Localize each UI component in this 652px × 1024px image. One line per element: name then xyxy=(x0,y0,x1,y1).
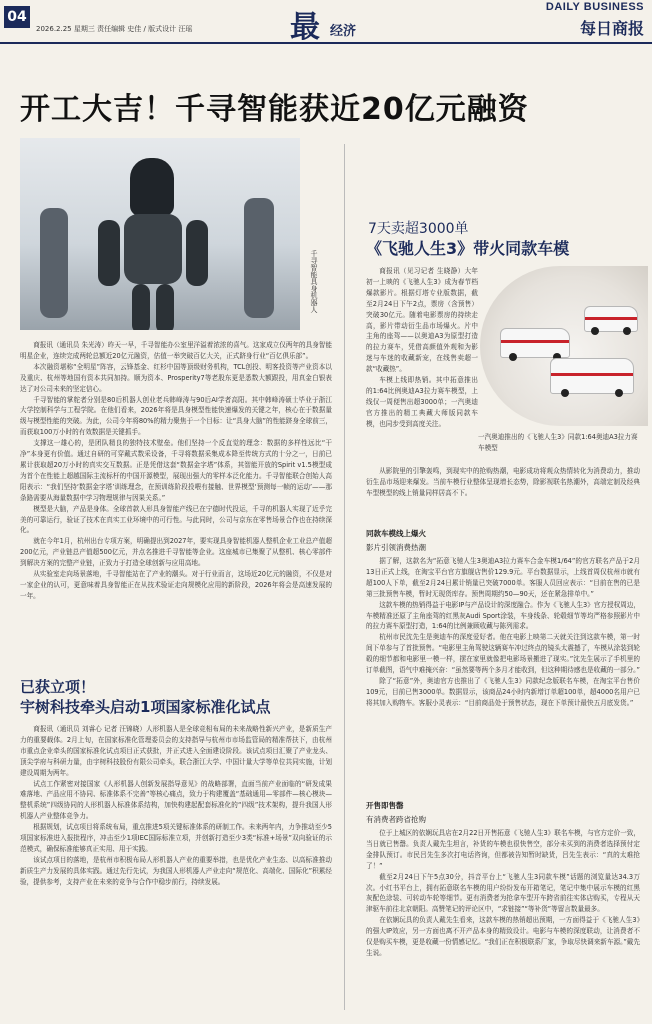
article-paragraph: 这款车模的热销得益于电影IP与产品设计的深度融合。作为《飞驰人生3》官方授权周边，车模精准还原了主角座驾的红黑灰Audi Sport涂装，车身线条、轮毂细节等均严格参照影片中的拉力赛车原型打造，1:64的比例兼顾收藏与陈列需求。 xyxy=(366,600,640,631)
sub-article-headline: 宇树科技牵头启动1项国家标准化试点 xyxy=(20,698,271,716)
subhead-1: 同款车模线上爆火 xyxy=(366,529,426,538)
article-paragraph: 支撑这一雄心的，是团队精良的独特技术壁垒。他们坚持一个反直觉的理念：数据的多样性远比“干净”本身更有价值。通过自研的可穿戴式数采设备，千寻将数据采集成本降至传统方式的十分之一，日前已累计获取超20万小时的真实交互数据。正是凭借这套“数据金字塔”体系，其智能开放的Spirit v1.5模型成为首个在性能上超越国际主流标杆的中国开源模型，展现出强大的零样本泛化能力。千寻智能联合创始人高阳表示：“我们坚持‘数据金字塔’训练理念，在预训练阶段投喂有接触、世界模型‘预测每一帧的运动’——那条路需要从海量数据中学习物理规律与因果关系。” xyxy=(20,439,332,502)
article-paragraph: 杭州市民沈先生是奥迪车的深度爱好者。他在电影上映第二天就关注到这款车模，第一时间下单参与了首批预售。“电影里主角驾驶这辆赛车冲过终点的镜头太震撼了，车模从涂装到轮毂的细节都和电影里一模一样，摆在家里就像把电影场景搬进了现实。”沈先生展示了手机里的订单截图，语气中难掩兴奋：“虽然要等两个多月才能收到，但这种期待感也是收藏的一部分。” xyxy=(366,633,640,675)
brand-chinese: 每日商报 xyxy=(579,19,644,38)
car-photo-caption: 一汽奥迪推出的《飞驰人生3》同款1:64奥迪A3拉力赛车模型 xyxy=(478,433,638,452)
sub-article-kicker: 已获立项！ xyxy=(20,678,96,696)
article-paragraph: 就在今年1月，杭州出台专项方案，明确提出到2027年，要实现具身智能机器人整机企业工业总产值超200亿元，产业链总产值超500亿元，并点名推进千寻智能等企业。这座城市已集聚了从整机、核心零部件到解决方案的完整产业链，正致力于打造全球创新与应用高地。 xyxy=(20,537,332,568)
subhead-2-sub: 有消费者跨省抢购 xyxy=(366,815,426,824)
article-paragraph: 本次融资堪称“全明星”阵容，云锋基金、红杉中国等顶级财务机构，TCL创投、明客投资等产业资本以及重庆、杭州等地国有资本共同加持。顺为资本、Prosperity7等老股东更是悉数大额跟投，用真金白银表达了对公司未来的坚定信心。 xyxy=(20,362,332,393)
right-article-middle xyxy=(366,466,640,522)
photo-caption: 千寻智能具身机器人 xyxy=(310,250,318,313)
article-paragraph: 位于上城区的依娴玩具店在2月22日开售拓意《飞驰人生3》联名车模，与官方定价一致，当日就已售罄。负责人戴先生坦言，补货的车模也很快售空，部分未买到的消费者选择预付定金排队预订。市民吕先生多次打电话咨询，但都被告知暂时缺货，吕先生表示：“真的太难抢了！” xyxy=(366,829,640,870)
article-paragraph: 截至2月24日下午5点30分，抖音平台上“飞驰人生3同款车模”话题的浏览量达34.3万次。小红书平台上，拥有拓意联名车模的用户纷纷发布开箱笔记，笔记中集中展示车模的红黑灰配色涂装、可转动车轮等细节。更有消费者为抢拿车型开车跨省前往实体店购买，专程从天津驱车前往北京朝阳。高赞笔记的评论区中，“求链接”“等补货”等留言数量最多。 xyxy=(366,872,640,914)
brand-english: DAILY BUSINESS xyxy=(545,1,644,13)
right-article-section-2 xyxy=(366,828,640,1014)
article-paragraph: 除了“拓意”外，奥迪官方也推出了《飞驰人生3》同款纪念版联名车模，在淘宝平台售价109元，目前已售3000单。数据显示，该商品24小时内新增订单超100单，超4000名用户已将其加入购物车。客服小灵表示：“目前商品处于预售状态，现在下单预计最快五月底发货。” xyxy=(366,676,640,707)
date-editor-line: 2026.2.25 星期三 责任编辑 史佳 / 版式设计 汪瑶 xyxy=(36,25,193,33)
article-paragraph: 据了解，这款名为“拓意飞驰人生3奥迪A3拉力赛车合金车模1/64”的官方联名产品于2月13日正式上线，在淘宝平台官方旗舰店售价129.9元。平台数据显示，上线首周仅杭州市就有超100人下单，截至2月24日累计销量已突破7000单。客服人员回应表示：“目前在售的已是第三批预售车模，暂时无现货库存。预售周期约50—90天，还在紧急排单中。” xyxy=(366,557,640,598)
robot-photo xyxy=(20,138,300,330)
main-headline: 开工大吉！千寻智能获近20亿元融资 xyxy=(20,92,529,127)
masthead xyxy=(0,0,652,44)
sub-article-body xyxy=(20,724,332,1018)
article-paragraph: 商报讯（通讯员 刘睿心 记者 汪锦晓）人形机器人是全球竞相布局的未来战略性新兴产业，是新质生产力的重要载体。2月上旬，在国家标准化管理委员会的支持指导与杭州市市场监管局的精准帮扶下，由杭州市重点企业牵头的国家标准化试点项目正式获批，并正式进入全面建设阶段。该试点项目汇聚了产业龙头、顶尖学府与科研力量，由宇树科技股份有限公司牵头，联合浙江大学、中国计量大学等单位共同实施，计划建设周期为两年。 xyxy=(20,725,332,777)
article-paragraph: 试点工作紧密对接国家《人形机器人创新发展指导意见》的战略部署，直面当前产业面临的“研发成果难落地、产品应用不协同、标准体系不完善”等核心痛点，致力于构建覆盖“基础通用—零部件—核心模块—整机系统”四级协同的人形机器人标准体系结构，加快构建起配套标准化的“四级”技术架构，提升我国人形机器人产业整体竞争力。 xyxy=(20,779,332,821)
section-big-char: 最 xyxy=(290,10,320,45)
article-paragraph: 千寻智能的掌舵者分别是80后机器人创业老兵韩峰涛与90后AI学者高阳。其中韩峰涛硕士毕业于浙江大学控制科学与工程学院。在他们看来，2026年将是具身模型性能快速爆发的关键之年，核心在于数据量级与模型性能的突破。为此，公司今年将80%的精力聚焦于一个目标：让“具身大脑”的性能跻身全球前三，而获取100万小时的有效数据是关键抓手。 xyxy=(20,395,332,437)
article-paragraph: 从实验室走向场景落地，千寻智能站在了产业的潮头。对于行业而言，这场近20亿元的融资，不仅是对一家企业的认可，更意味着具身智能正在从技术验证走向规模化应用的新阶段，2026年将会是高速发展的一年。 xyxy=(20,570,332,600)
subhead-2: 开售即售罄 xyxy=(366,801,404,810)
article-paragraph: 商报讯（通讯员 朱光涛）昨天一早，千寻智能办公室里洋溢着浓浓的喜气。这家成立仅两年的具身智能明星企业，连续完成两轮总额近20亿元融资，估值一举突破百亿大关，正式跻身行业“百亿俱乐部”。 xyxy=(20,341,332,360)
right-article-headline: 《飞驰人生3》带火同款车模 xyxy=(366,239,570,258)
article-paragraph: 在依娴玩具的负责人戴先生看来，这款车模的热销超出预期，一方面得益于《飞驰人生3》的强大IP效应，另一方面也离不开产品本身的精致设计。电影与车模的深度联动，让消费者不仅是购买车模，更是收藏一份情感记忆。“我们正在积极联系厂家，争取尽快调来新车源。”戴先生说。 xyxy=(366,916,640,957)
page-number: 04 xyxy=(4,6,30,28)
right-article-intro xyxy=(366,266,478,462)
main-article-body xyxy=(20,340,332,670)
right-article-section-1 xyxy=(366,556,640,794)
article-paragraph: 从影院里的引擎轰鸣，到现实中的抢购热潮，电影成功将观众热情转化为消费动力，推动衍生品市场迎来爆发。当前车模行业整体呈现增长态势，除影视联名热潮外，高端定制及经典车型模型的线上销量同样居高不下。 xyxy=(366,467,640,497)
article-paragraph: 模型是大脑，产品是身体。全球首款人形具身智能产线已在宁德时代投运，千寻的机器人实现了近乎完美的可靠运行，验证了技术在真实工业环境中的可行性。与此同时，公司与京东在零售场景合作也在持续深化。 xyxy=(20,504,332,535)
subhead-1-sub: 影片引领消费热潮 xyxy=(366,543,426,552)
car-model-photo xyxy=(480,266,648,426)
article-paragraph: 商报讯（见习记者 生晓静）大年初一上映的《飞驰人生3》成为春节档爆款影片。根据灯塔专业版数据，截至2月24日下午2点，票房（含预售）突破30亿元。随着电影票房的持续走高，影片带动衍生品市场爆火。片中主角的座驾——以奥迪A3为原型打造的拉力赛车，凭借高颜值外观和为影迷与车迷的收藏新宠，在线售卖超一款“收藏热”。 xyxy=(366,267,478,374)
section-name: 经济 xyxy=(330,24,357,39)
right-article-kicker: 7天卖超3000单 xyxy=(368,221,469,237)
article-paragraph: 根据规划，试点项目将系统布局，重点推进5项关键标准体系的研制工作。未来两年内，力争推动至少5项国家标准进入报批程序，冲击至少1项IEC国际标准立项，并创新打造至少3类“标准+场景”双向验证的示范模式，确保标准能够真正实用、用于实践。 xyxy=(20,823,332,853)
article-paragraph: 该试点项目的落地，是杭州市积极布局人形机器人产业的重要举措，也是优化产业生态、以高标准推动新质生产力发展的具体实践。通过先行先试，为我国人形机器人产业走向“规范化、高端化、国际化”积累经验，提供参考，支持产业在未来的竞争与合作中稳步前行，持续发展。 xyxy=(20,855,332,886)
article-paragraph: 车模上线即热销。其中拓意推出的1:64比例奥迪A3拉力赛车模型，上线仅一周便售出超3000单；一汽奥迪官方推出的精工典藏大师版同款车模，也同步受到高度关注。 xyxy=(366,376,478,428)
